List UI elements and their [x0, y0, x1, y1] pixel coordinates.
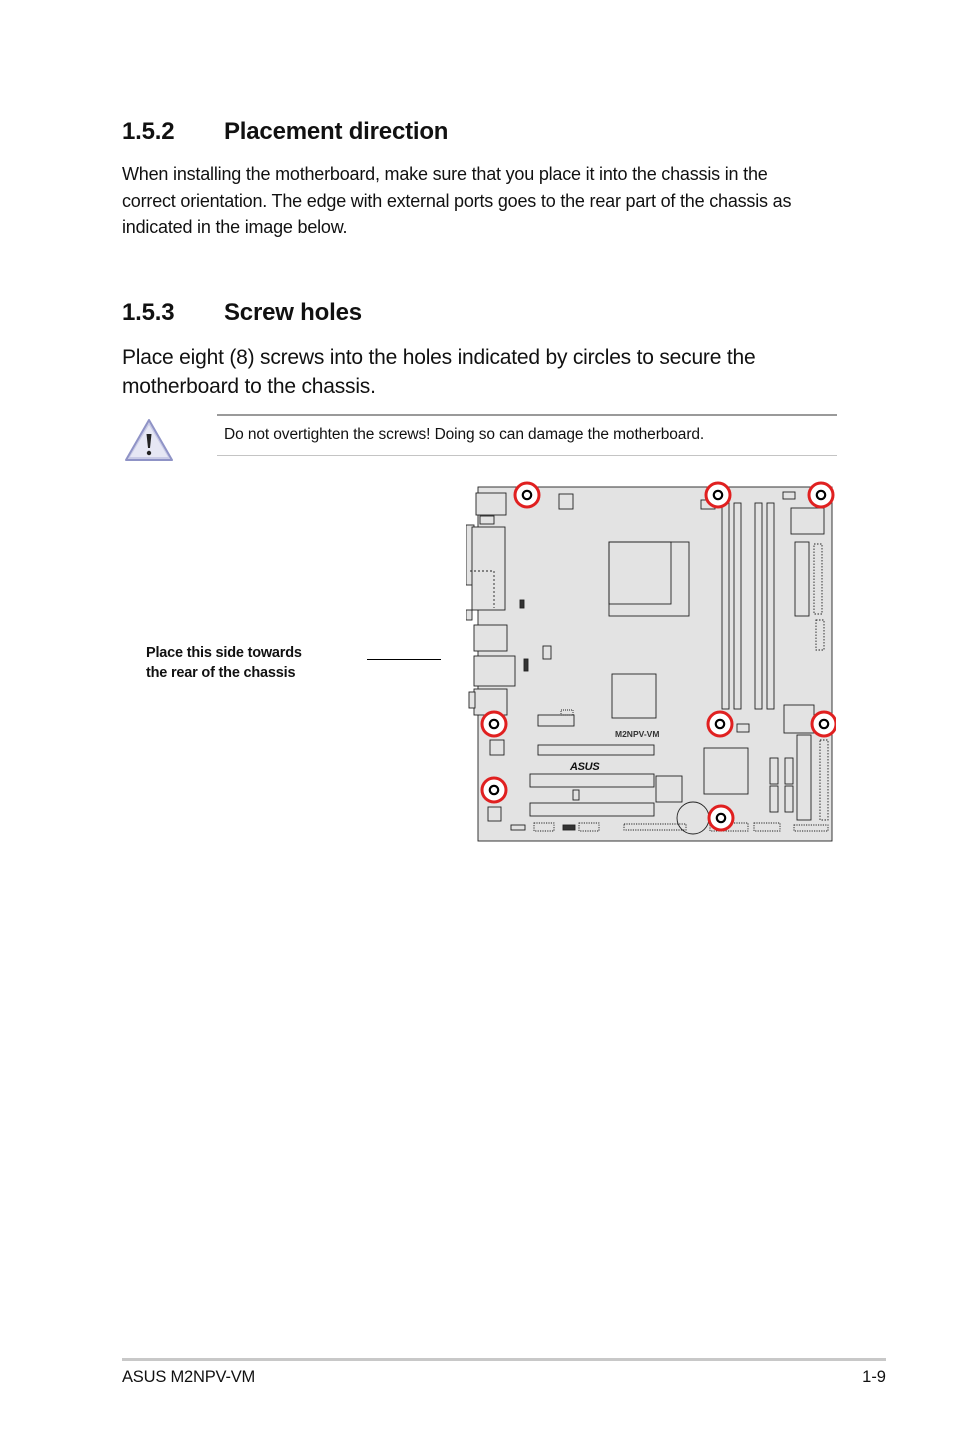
- screw-hole-7: [482, 778, 506, 802]
- rear-side-label-line2: the rear of the chassis: [146, 665, 296, 681]
- motherboard-diagram: [466, 478, 836, 846]
- footer-rule: [122, 1358, 886, 1361]
- rear-side-label: [146, 643, 302, 683]
- footer-page-number: 1-9: [862, 1368, 886, 1386]
- screw-hole-5: [708, 712, 732, 736]
- notice-top-rule: [217, 414, 837, 416]
- screw-holes-paragraph: Place eight (8) screws into the holes indicated by circles to secure the motherboard to the chassis.: [122, 346, 756, 398]
- section-title: Screw holes: [224, 299, 362, 326]
- screw-hole-3: [809, 483, 833, 507]
- section-heading-placement-direction: [122, 118, 448, 146]
- section-number: 1.5.2: [122, 118, 175, 145]
- placement-paragraph: When installing the motherboard, make sure that you place it into the chassis in the correct orientation. The edge with external ports goes to the rear part of the chassis as indicated in the image below.: [122, 164, 792, 237]
- model-label: M2NPV-VM: [615, 729, 660, 739]
- screw-hole-6: [812, 712, 836, 736]
- warning-triangle-icon: [121, 415, 177, 465]
- screw-hole-2: [706, 483, 730, 507]
- screw-hole-8: [709, 806, 733, 830]
- section-heading-screw-holes: [122, 299, 362, 327]
- pointer-line: [367, 659, 441, 660]
- footer-product-name: ASUS M2NPV-VM: [122, 1368, 256, 1386]
- notice-text: Do not overtighten the screws! Doing so can damage the motherboard.: [224, 426, 705, 443]
- rear-side-label-line1: Place this side towards: [146, 645, 302, 661]
- screw-hole-1: [515, 483, 539, 507]
- section-number: 1.5.3: [122, 299, 175, 326]
- section-title: Placement direction: [224, 118, 449, 145]
- screw-hole-4: [482, 712, 506, 736]
- asus-logo: ASUS: [570, 761, 600, 773]
- notice-bottom-rule: [217, 455, 837, 456]
